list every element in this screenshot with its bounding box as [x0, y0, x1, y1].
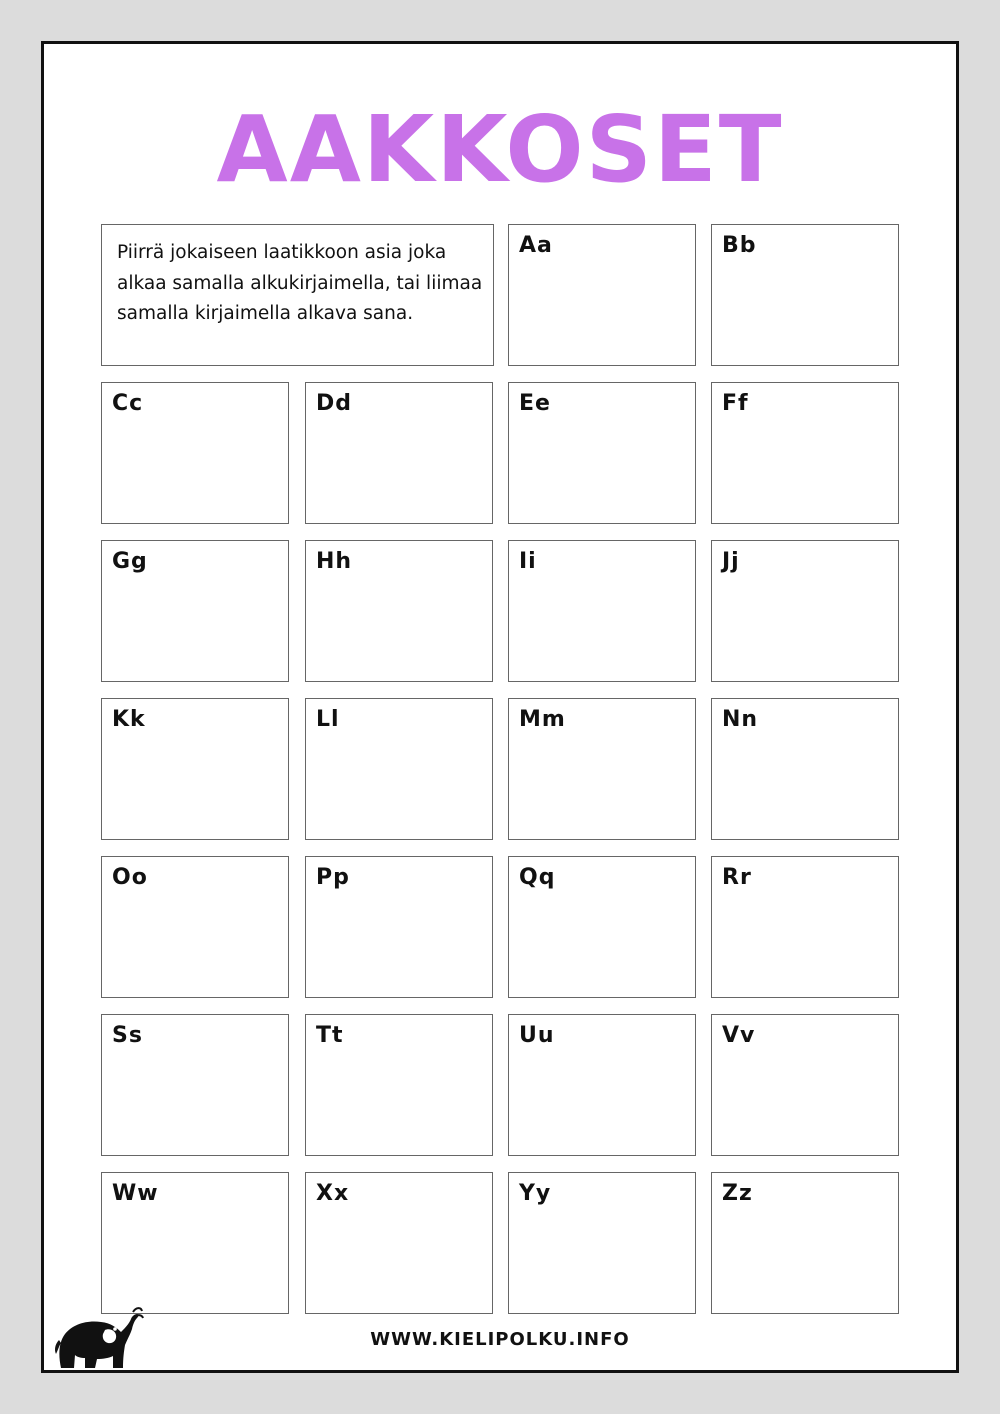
instructions-box — [101, 224, 494, 366]
letter-label: Qq — [519, 865, 556, 890]
letter-box — [101, 1172, 289, 1314]
letter-label: Rr — [722, 865, 752, 890]
letter-box — [711, 1014, 899, 1156]
letter-label: Gg — [112, 549, 148, 574]
letter-label: Nn — [722, 707, 759, 732]
letter-box — [101, 540, 289, 682]
letter-box — [305, 856, 493, 998]
letter-label: Ff — [722, 391, 749, 416]
letter-box — [711, 224, 899, 366]
letter-box — [305, 1014, 493, 1156]
letter-label: Pp — [316, 865, 350, 890]
letter-label: Jj — [722, 549, 740, 574]
letter-box — [101, 382, 289, 524]
letter-label: Aa — [519, 233, 553, 258]
letter-label: Vv — [722, 1023, 756, 1048]
letter-box — [711, 698, 899, 840]
letter-box — [508, 382, 696, 524]
letter-box — [508, 1172, 696, 1314]
letter-label: Uu — [519, 1023, 555, 1048]
page-title: AAKKOSET — [216, 96, 784, 203]
letter-label: Ss — [112, 1023, 143, 1048]
worksheet-page — [41, 41, 959, 1373]
letter-box — [101, 698, 289, 840]
letter-box — [101, 1014, 289, 1156]
letter-box — [711, 540, 899, 682]
letter-box — [711, 856, 899, 998]
letter-label: Ii — [519, 549, 537, 574]
letter-label: Yy — [519, 1181, 552, 1206]
footer-website: WWW.KIELIPOLKU.INFO — [370, 1329, 630, 1350]
letter-box — [305, 382, 493, 524]
letter-label: Mm — [519, 707, 566, 732]
letter-label: Zz — [722, 1181, 753, 1206]
letter-label: Xx — [316, 1181, 350, 1206]
letter-label: Dd — [316, 391, 353, 416]
letter-label: Hh — [316, 549, 353, 574]
letter-label: Ee — [519, 391, 551, 416]
letter-label: Oo — [112, 865, 148, 890]
letter-box — [508, 1014, 696, 1156]
letter-label: Ll — [316, 707, 340, 732]
letter-box — [305, 698, 493, 840]
letter-box — [711, 382, 899, 524]
letter-label: Kk — [112, 707, 146, 732]
letter-box — [508, 698, 696, 840]
letter-label: Ww — [112, 1181, 159, 1206]
letter-box — [508, 540, 696, 682]
letter-box — [305, 1172, 493, 1314]
letter-box — [508, 224, 696, 366]
letter-label: Tt — [316, 1023, 344, 1048]
letter-label: Cc — [112, 391, 144, 416]
letter-box — [305, 540, 493, 682]
instructions-text: Piirrä jokaiseen laatikkoon asia joka alkaa samalla alkukirjaimella, tai liimaa samalla kirjaimella alkava sana. — [117, 242, 483, 324]
letter-label: Bb — [722, 233, 757, 258]
letter-box — [101, 856, 289, 998]
letter-box — [508, 856, 696, 998]
letter-box — [711, 1172, 899, 1314]
